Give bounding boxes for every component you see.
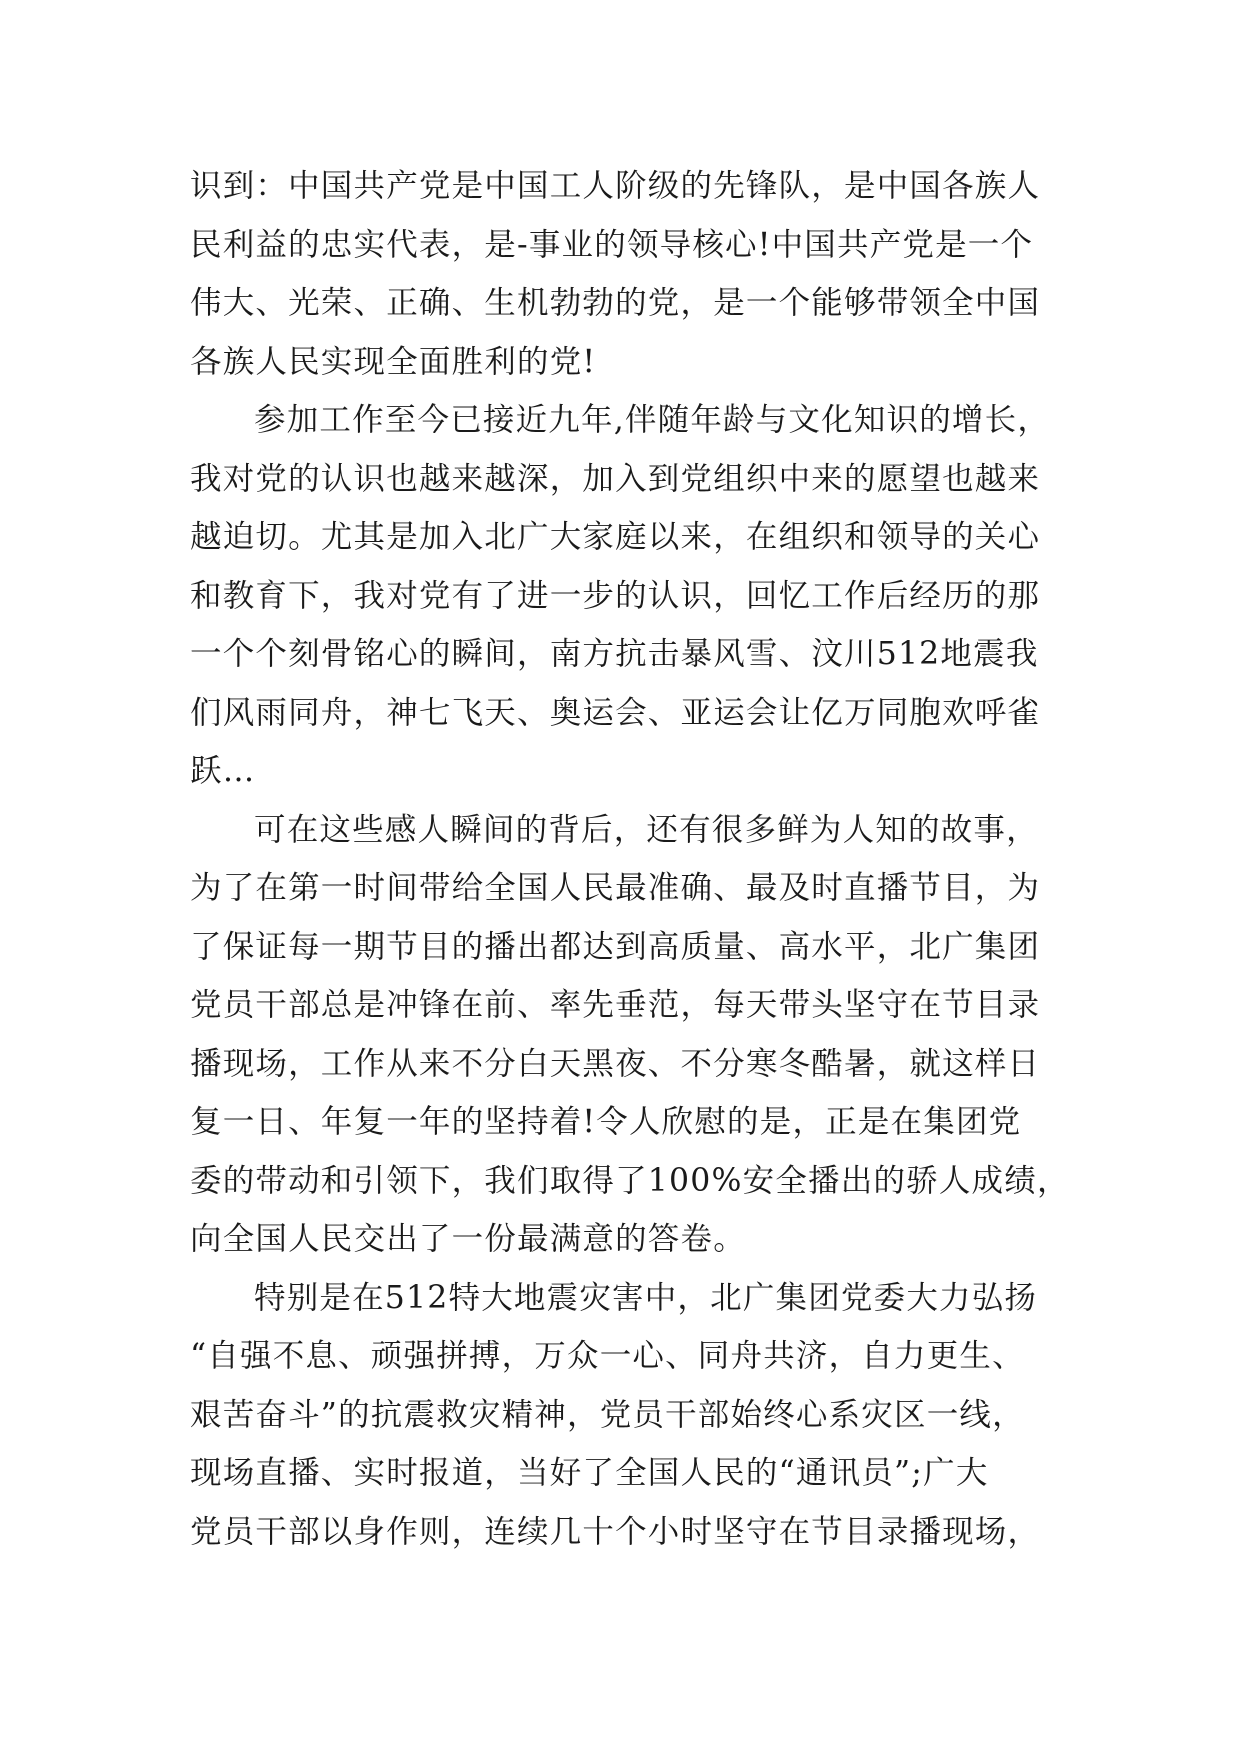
text-line: 为了在第一时间带给全国人民最准确、最及时直播节目，为 [190, 870, 1041, 906]
document-body [190, 157, 1070, 1561]
text-line: 委的带动和引领下，我们取得了100%安全播出的骄人成绩， [190, 1162, 1070, 1199]
paragraph-1 [190, 157, 1050, 391]
text-line: 各族人民实现全面胜利的党! [190, 343, 597, 380]
text-line: 党员干部以身作则，连续几十个小时坚守在节目录播现场， [190, 1513, 1041, 1550]
text-line: 跃… [190, 753, 256, 789]
text-line: 我对党的认识也越来越深，加入到党组织中来的愿望也越来 [190, 460, 1041, 497]
text-line: 越迫切。尤其是加入北广大家庭以来，在组织和领导的关心 [190, 519, 1041, 555]
text-line: 民利益的忠实代表，是-事业的领导核心!中国共产党是一个 [190, 226, 1034, 263]
text-line: 识到：中国共产党是中国工人阶级的先锋队，是中国各族人 [190, 168, 1041, 204]
text-line: 复一日、年复一年的坚持着!令人欣慰的是，正是在集团党 [190, 1104, 1022, 1140]
text-line: 参加工作至今已接近九年,伴随年龄与文化知识的增长， [254, 402, 1051, 438]
paragraph-4 [190, 1269, 1050, 1562]
text-line: 一个个刻骨铭心的瞬间，南方抗击暴风雪、汶川512地震我 [190, 636, 1039, 672]
text-line: 和教育下，我对党有了进一步的认识，回忆工作后经历的那 [190, 577, 1041, 614]
text-line: 现场直播、实时报道，当好了全国人民的“通讯员”;广大 [190, 1455, 989, 1491]
text-line: 伟大、光荣、正确、生机勃勃的党，是一个能够带领全中国 [190, 285, 1041, 321]
paragraph-3 [190, 801, 1070, 1269]
text-line: 党员干部总是冲锋在前、率先垂范，每天带头坚守在节目录 [190, 987, 1041, 1023]
text-line: 特别是在512特大地震灾害中，北广集团党委大力弘扬 [254, 1279, 1038, 1316]
text-line: 播现场，工作从来不分白天黑夜、不分寒冬酷暑，就这样日 [190, 1045, 1041, 1082]
text-line: “自强不息、顽强拼搏，万众一心、同舟共济，自力更生、 [190, 1338, 1025, 1374]
text-line: 向全国人民交出了一份最满意的答卷。 [190, 1221, 746, 1257]
text-line: 艰苦奋斗”的抗震救灾精神，党员干部始终心系灾区一线， [190, 1396, 1025, 1433]
text-line: 了保证每一期节目的播出都达到高质量、高水平，北广集团 [190, 928, 1041, 965]
text-line: 可在这些感人瞬间的背后，还有很多鲜为人知的故事， [254, 811, 1039, 848]
text-line: 们风雨同舟，神七飞天、奥运会、亚运会让亿万同胞欢呼雀 [190, 694, 1041, 731]
paragraph-2 [190, 391, 1050, 801]
